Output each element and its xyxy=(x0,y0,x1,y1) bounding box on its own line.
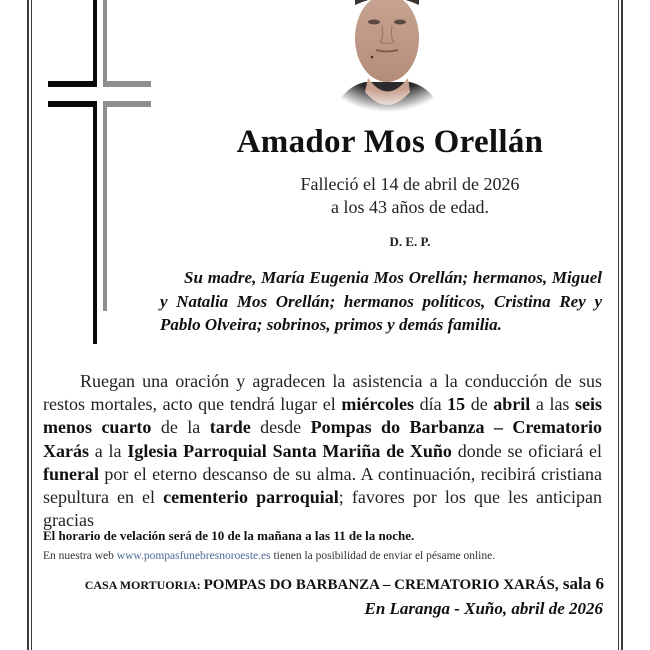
funeral-home xyxy=(85,574,604,594)
right-border-outer xyxy=(621,0,623,650)
place-date: En Laranga - Xuño, abril de 2026 xyxy=(364,599,603,618)
age: a los 43 años de edad. xyxy=(331,197,489,217)
death-info xyxy=(200,173,620,219)
death-date: Falleció el 14 de abril de 2026 xyxy=(300,174,520,194)
ceremony-text: Ruegan una oración y agradecen la asistencia a la conducción de sus restos mortales, acto que tendrá lugar el miércoles día 15 de abril a las seis menos cuarto de la tarde desde Pompas do Barbanza – Crematorio Xarás a la Iglesia Parroquial Santa Mariña de Xuño donde se oficiará el funeral por el eterno descanso de su alma. A continuación, recibirá cristiana sepultura en el cementerio parroquial; favores por los que les anticipan gracias xyxy=(43,371,603,531)
web-condolence-note: En nuestra web www.pompasfunebresnoroeste.es tienen la posibilidad de enviar el pésame online. xyxy=(43,550,496,562)
funeral-home-label: CASA MORTUORIA: xyxy=(84,578,204,592)
room-number: sala 6 xyxy=(558,574,604,593)
dep-label: D. E. P. xyxy=(389,234,431,249)
deceased-name: Amador Mos Orellán xyxy=(236,124,544,160)
left-border-inner xyxy=(31,0,32,650)
left-border-outer xyxy=(27,0,29,650)
family-list: Su madre, María Eugenia Mos Orellán; hermanos, Miguel y Natalia Mos Orellán; hermanos políticos, Cristina Rey y Pablo Olveira; sobrinos, primos y demás familia. xyxy=(160,268,602,334)
vigil-hours: El horario de velación será de 10 de la mañana a las 11 de la noche. xyxy=(43,528,415,543)
portrait-photo xyxy=(320,0,455,118)
right-border-inner xyxy=(618,0,619,650)
funeral-home-value: POMPAS DO BARBANZA – CREMATORIO XARÁS, xyxy=(203,577,559,593)
website-link[interactable]: www.pompasfunebresnoroeste.es xyxy=(116,550,271,562)
